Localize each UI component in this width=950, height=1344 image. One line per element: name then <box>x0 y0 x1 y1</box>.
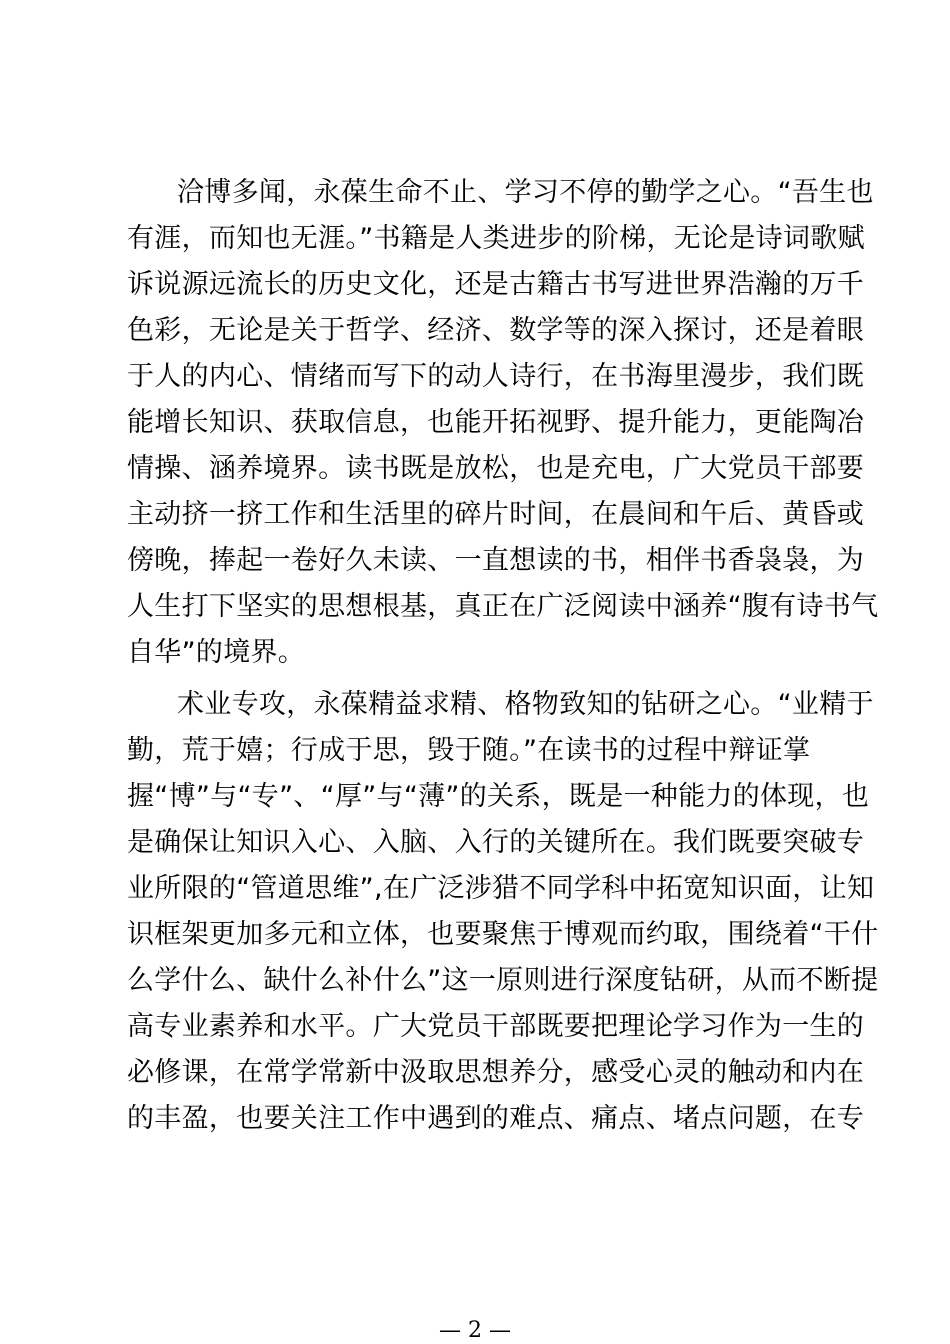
text-line: 色彩，无论是关于哲学、经济、数学等的深入探讨，还是着眼 <box>127 315 865 346</box>
text-line: 洽博多闻，永葆生命不止、学习不停的勤学之心。“吾生也 <box>177 177 874 208</box>
paragraph-2 <box>127 682 879 1142</box>
text-line: 自华”的境界。 <box>127 637 306 668</box>
text-line: 术业专攻，永葆精益求精、格物致知的钻研之心。“业精于 <box>177 689 874 720</box>
text-line: 高专业素养和水平。广大党员干部既要把理论学习作为一生的 <box>127 1011 865 1042</box>
text-line: 么学什么、缺什么补什么”这一原则进行深度钻研，从而不断提 <box>127 965 879 996</box>
text-line: 必修课，在常学常新中汲取思想养分，感受心灵的触动和内在 <box>127 1057 865 1088</box>
text-line: 于人的内心、情绪而写下的动人诗行，在书海里漫步，我们既 <box>127 361 865 392</box>
text-line: 主动挤一挤工作和生活里的碎片时间，在晨间和午后、黄昏或 <box>127 499 865 530</box>
text-line: 业所限的“管道思维”,在广泛涉猎不同学科中拓宽知识面，让知 <box>127 873 875 904</box>
text-line: 的丰盈，也要关注工作中遇到的难点、痛点、堵点问题，在专 <box>127 1103 865 1134</box>
text-line: 人生打下坚实的思想根基，真正在广泛阅读中涵养“腹有诗书气 <box>127 591 879 622</box>
paragraph-1 <box>127 170 879 676</box>
text-line: 傍晚，捧起一卷好久未读、一直想读的书，相伴书香袅袅，为 <box>127 545 865 576</box>
text-line: 诉说源远流长的历史文化，还是古籍古书写进世界浩瀚的万千 <box>127 269 865 300</box>
page-number: — 2 — <box>439 1318 511 1343</box>
text-line: 能增长知识、获取信息，也能开拓视野、提升能力，更能陶冶 <box>127 407 865 438</box>
text-line: 是确保让知识入心、入脑、入行的关键所在。我们既要突破专 <box>127 827 865 858</box>
body-text <box>127 170 879 1142</box>
text-line: 情操、涵养境界。读书既是放松，也是充电，广大党员干部要 <box>127 453 865 484</box>
text-line: 识框架更加多元和立体，也要聚焦于博观而约取，围绕着“干什 <box>127 919 879 950</box>
text-line: 勤，荒于嬉；行成于思，毁于随。”在读书的过程中辩证掌 <box>127 735 811 766</box>
text-line: 握“博”与“专”、“厚”与“薄”的关系，既是一种能力的体现，也 <box>127 781 870 812</box>
text-line: 有涯，而知也无涯。”书籍是人类进步的阶梯，无论是诗词歌赋 <box>127 223 865 254</box>
